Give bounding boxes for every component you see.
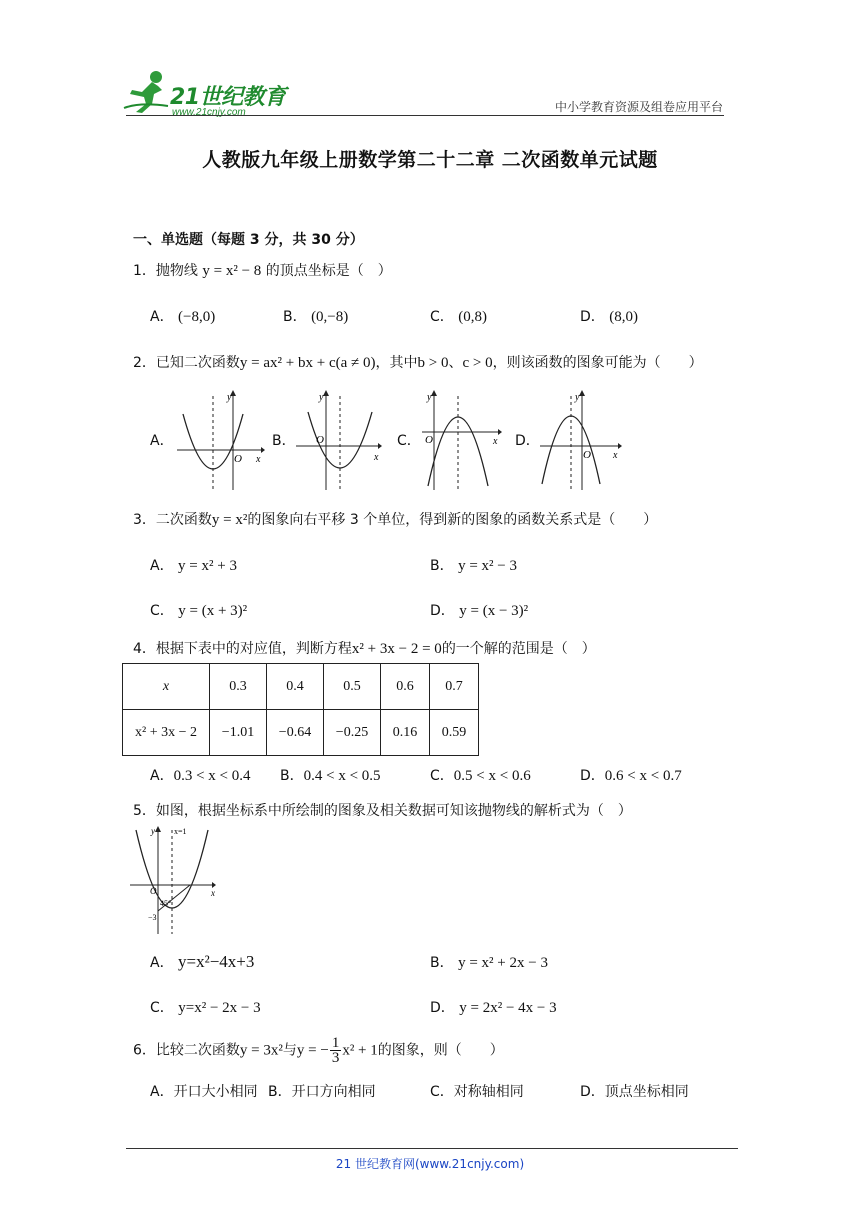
q5-option-d-label: D． — [430, 1000, 455, 1016]
q2-graph-a[interactable] — [173, 388, 265, 492]
header-divider — [126, 115, 724, 116]
q1-option-c-value: (0,8) — [458, 309, 487, 325]
logo-runner-icon — [122, 68, 172, 114]
table-row — [123, 664, 479, 710]
q1-option-b-value: (0,−8) — [311, 309, 349, 325]
table-cell: 0.16 — [381, 710, 430, 756]
q1-option-d-label: D． — [580, 309, 605, 325]
table-cell: 0.6 — [381, 664, 430, 710]
q6-option-b[interactable]: B．开口方向相同 — [268, 1084, 376, 1100]
q2-label-b[interactable]: B． — [272, 433, 296, 449]
q1-option-d-value: (8,0) — [609, 309, 638, 325]
q2-label-c[interactable]: C． — [397, 433, 421, 449]
q2-mid: ，其中 — [375, 355, 418, 371]
q4-option-a[interactable] — [150, 765, 251, 785]
table-cell: −1.01 — [210, 710, 267, 756]
q1-tail: 的顶点坐标是（ ） — [265, 263, 392, 279]
q3-option-c[interactable] — [150, 600, 247, 620]
q6-expr2-post: x² + 1 — [342, 1042, 378, 1059]
q4-option-d[interactable] — [580, 765, 682, 785]
q4-value-table — [122, 663, 479, 756]
q3-option-c-value: y = (x + 3)² — [178, 603, 248, 619]
q5-y-label: y — [151, 826, 155, 836]
q5-option-b-label: B． — [430, 955, 454, 971]
table-row — [123, 710, 479, 756]
footer-link[interactable]: 21 世纪教育网(www.21cnjy.com) — [335, 1157, 525, 1171]
q1-number: 1．抛物线 — [133, 263, 198, 279]
q5-option-b[interactable] — [430, 952, 548, 972]
q2a-y-label: y — [227, 392, 232, 403]
q4-option-c-label: C． — [430, 768, 454, 784]
q1-option-d[interactable] — [580, 306, 638, 326]
q3-option-c-label: C． — [150, 603, 174, 619]
q5-option-d[interactable] — [430, 997, 557, 1017]
q5-x-label: x — [211, 888, 215, 898]
q5-origin-label: O — [150, 886, 157, 896]
table-cell: −0.25 — [324, 710, 381, 756]
q2b-y-label: y — [319, 392, 324, 403]
q2-sep: 、 — [448, 355, 463, 371]
table-cell: 0.5 — [324, 664, 381, 710]
table-cell: x² + 3x − 2 — [123, 710, 210, 756]
header-tagline: 中小学教育资源及组卷应用平台 — [554, 100, 723, 114]
q6-expr1: y = 3x² — [239, 1042, 283, 1059]
q2b-origin-label: O — [316, 434, 324, 446]
q5-neg3-label: −3 — [148, 913, 157, 922]
q3-option-a-label: A． — [150, 558, 174, 574]
footer-divider — [126, 1148, 738, 1149]
table-cell: 0.4 — [267, 664, 324, 710]
q5-option-c-label: C． — [150, 1000, 174, 1016]
q2-tail: ，则该函数的图象可能为（ ） — [492, 355, 703, 371]
q6-option-d[interactable]: D．顶点坐标相同 — [580, 1084, 689, 1100]
q3-number: 3．二次函数 — [133, 512, 212, 528]
question-6 — [133, 1036, 504, 1065]
question-1 — [133, 260, 392, 280]
q2c-origin-label: O — [425, 434, 433, 446]
q2-number: 2．已知二次函数 — [133, 355, 240, 371]
q2-graph-d[interactable] — [536, 388, 626, 492]
q3-option-d[interactable] — [430, 600, 528, 620]
table-cell: −0.64 — [267, 710, 324, 756]
q4-option-c-value: 0.5 < x < 0.6 — [453, 768, 531, 784]
q2d-x-label: x — [613, 450, 618, 461]
question-5: 5．如图，根据坐标系中所绘制的图象及相关数据可知该抛物线的解析式为（ ） — [133, 803, 632, 819]
q5-option-c-value: y=x² − 2x − 3 — [178, 1000, 261, 1016]
q6-option-c[interactable]: C．对称轴相同 — [430, 1084, 524, 1100]
q2-cond-b: b > 0 — [417, 355, 449, 371]
q2c-y-label: y — [427, 392, 432, 403]
q6-mid: 与 — [282, 1042, 297, 1059]
q4-expr: x² + 3x − 2 = 0 — [351, 641, 442, 657]
question-4 — [133, 638, 596, 658]
q4-option-a-value: 0.3 < x < 0.4 — [173, 768, 251, 784]
q6-option-a[interactable]: A．开口大小相同 — [150, 1084, 258, 1100]
q3-option-b-label: B． — [430, 558, 454, 574]
q2d-y-label: y — [575, 392, 580, 403]
q2b-x-label: x — [374, 452, 379, 463]
q4-option-d-value: 0.6 < x < 0.7 — [604, 768, 682, 784]
q3-option-a-value: y = x² + 3 — [178, 558, 237, 574]
q2d-origin-label: O — [583, 449, 591, 461]
q1-expr: y = x² − 8 — [202, 263, 262, 279]
q4-option-b[interactable] — [280, 765, 381, 785]
q4-option-a-label: A． — [150, 768, 174, 784]
q2-expr: y = ax² + bx + c(a ≠ 0) — [239, 355, 376, 371]
q6-frac-num: 1 — [331, 1035, 340, 1051]
section-heading: 一、单选题（每题 3 分，共 30 分） — [133, 232, 364, 248]
q1-option-c[interactable] — [430, 306, 487, 326]
q4-tail: 的一个解的范围是（ ） — [441, 641, 596, 657]
table-cell: 0.7 — [430, 664, 479, 710]
q3-expr: y = x² — [211, 512, 248, 528]
logo-text: 21世纪教育 — [170, 85, 286, 110]
q6-expr2-pre: y = − — [296, 1042, 329, 1059]
q4-option-d-label: D． — [580, 768, 605, 784]
q1-option-c-label: C． — [430, 309, 454, 325]
table-cell: x — [123, 664, 210, 710]
q5-angle-label: 45° — [160, 899, 172, 908]
q3-option-d-value: y = (x − 3)² — [459, 603, 529, 619]
q5-option-d-value: y = 2x² − 4x − 3 — [459, 1000, 557, 1016]
q2-graph-b[interactable] — [292, 388, 384, 492]
q6-number: 6．比较二次函数 — [133, 1042, 240, 1059]
q3-option-d-label: D． — [430, 603, 455, 619]
q1-option-a-label: A． — [150, 309, 174, 325]
q2a-x-label: x — [256, 454, 261, 465]
q1-option-a-value: (−8,0) — [178, 309, 216, 325]
q2c-x-label: x — [493, 436, 498, 447]
q5-graph — [126, 826, 222, 938]
question-2 — [133, 352, 703, 372]
q1-option-b-label: B． — [283, 309, 307, 325]
q5-option-b-value: y = x² + 2x − 3 — [458, 955, 548, 971]
q5-line-label: x=1 — [174, 827, 187, 836]
q2-cond-c: c > 0 — [462, 355, 493, 371]
q1-option-a[interactable] — [150, 306, 215, 326]
q4-option-b-label: B． — [280, 768, 304, 784]
q4-option-b-value: 0.4 < x < 0.5 — [303, 768, 381, 784]
table-cell: 0.3 — [210, 664, 267, 710]
q2-label-d[interactable]: D． — [515, 433, 540, 449]
q2-graph-c[interactable] — [418, 388, 504, 492]
q6-frac-den: 3 — [331, 1050, 340, 1066]
q4-option-c[interactable] — [430, 765, 531, 785]
question-3 — [133, 509, 657, 529]
q2a-origin-label: O — [234, 453, 242, 465]
q3-tail: 的图象向右平移 3 个单位，得到新的图象的函数关系式是（ ） — [247, 512, 658, 528]
q6-fraction — [330, 1036, 342, 1065]
q3-option-a[interactable] — [150, 555, 237, 575]
q4-number: 4．根据下表中的对应值，判断方程 — [133, 641, 352, 657]
q5-option-a-label: A． — [150, 955, 174, 971]
table-cell: 0.59 — [430, 710, 479, 756]
q3-option-b[interactable] — [430, 555, 517, 575]
q5-option-a[interactable] — [150, 952, 254, 972]
logo-url: www.21cnjy.com — [172, 107, 246, 118]
q6-tail: 的图象，则（ ） — [377, 1042, 504, 1059]
document-title: 人教版九年级上册数学第二十二章 二次函数单元试题 — [202, 149, 658, 171]
q5-option-a-value: y=x²−4x+3 — [178, 952, 255, 971]
q5-option-c[interactable] — [150, 997, 261, 1017]
q2-label-a[interactable]: A． — [150, 433, 174, 449]
q1-option-b[interactable] — [283, 306, 348, 326]
q3-option-b-value: y = x² − 3 — [458, 558, 517, 574]
